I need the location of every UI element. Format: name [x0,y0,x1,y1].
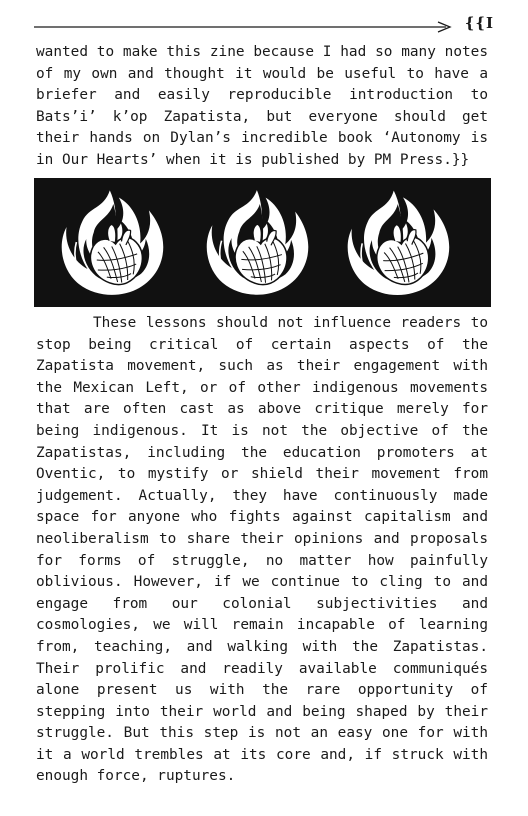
corner-mark: {{I [464,14,494,32]
main-paragraph: These lessons should not influence readers to stop being critical of certain aspects of the Zapatista movement, such as their engagement with the Mexican Left, or of other indigenous movements that are often cast as above critique merely for being indigenous. It is not the objective of the Zapatistas, including the education promoters at Oventic, to mystify or shield their movement from judgement. Actually, they have continuously made space for anyone who fights against capitalism and neoliberalism to share their opinions and proposals for forms of struggle, no matter how painfully oblivious. However, if we continue to cling to and engage from our colonial subjectivities and cosmologies, we will remain incapable of learning from, teaching, and walking with the Zapatistas. Their prolific and readily available communiqués alone present us with the rare opportunity of stepping into their world and being shaped by their struggle. But this step is not an easy one for with it a world trembles at its core and, if struck with enough force, ruptures. [36,315,488,785]
top-arrow-rule [34,20,458,34]
intro-paragraph: wanted to make this zine because I had so many notes of my own and thought it would be useful to have a briefer and easily reproducible introduction to Bats’i’ k’op Zapatista, but everyone should get their hands on Dylan’s incredible book ‘Autonomy is in Our Hearts’ when it is published by PM Press.}} [36,44,488,168]
flaming-hearts-illustration [34,178,491,307]
